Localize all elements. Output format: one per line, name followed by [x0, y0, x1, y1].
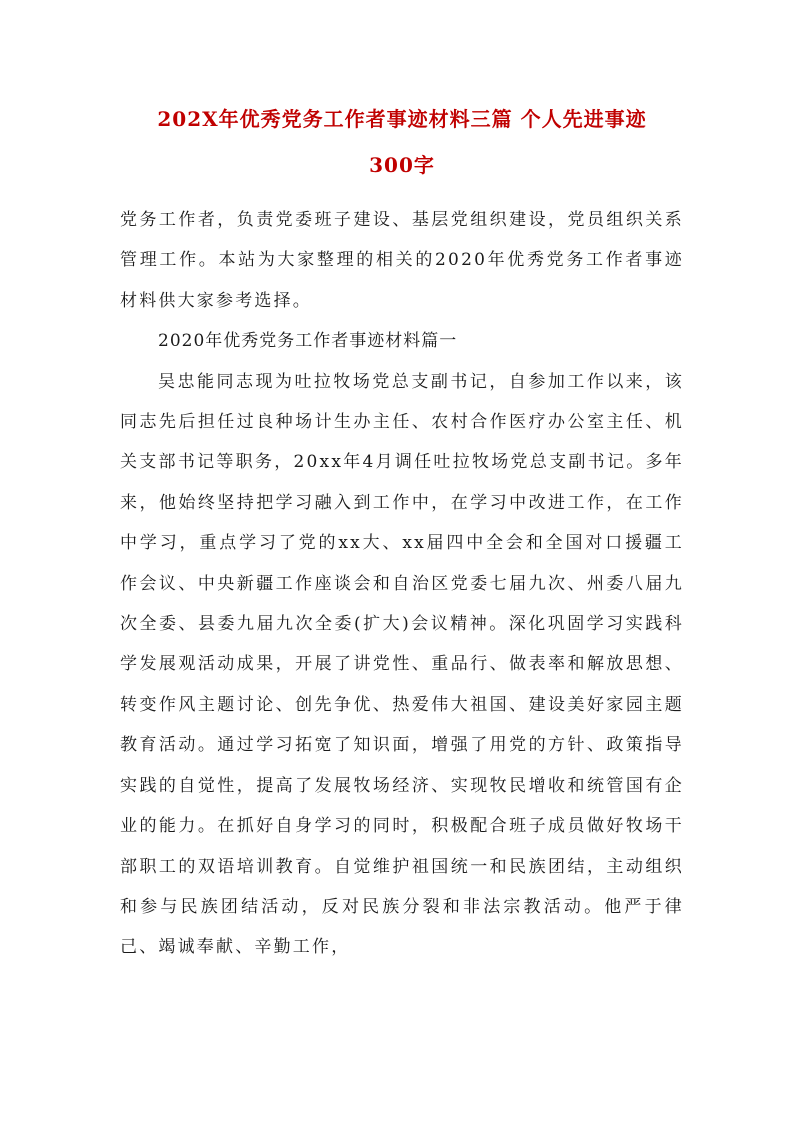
title-line-1: 202X年优秀党务工作者事迹材料三篇 个人先进事迹 — [157, 107, 647, 131]
intro-paragraph: 党务工作者，负责党委班子建设、基层党组织建设，党员组织关系管理工作。本站为大家整理的相关的2020年优秀党务工作者事迹材料供大家参考选择。 — [120, 210, 684, 311]
title-line-2: 300字 — [369, 153, 435, 177]
body-paragraph: 吴忠能同志现为吐拉牧场党总支副书记，自参加工作以来，该同志先后担任过良种场计生办主任、农村合作医疗办公室主任、机关支部书记等职务，20xx年4月调任吐拉牧场党总支副书记。多年来，他始终坚持把学习融入到工作中，在学习中改进工作，在工作中学习，重点学习了党的xx大、xx届四中全会和全国对口援疆工作会议、中央新疆工作座谈会和自治区党委七届九次、州委八届九次全委、县委九届九次全委(扩大)会议精神。深化巩固学习实践科学发展观活动成果，开展了讲党性、重品行、做表率和解放思想、转变作风主题讨论、创先争优、热爱伟大祖国、建设美好家园主题教育活动。通过学习拓宽了知识面，增强了用党的方针、政策指导实践的自觉性，提高了发展牧场经济、实现牧民增收和统管国有企业的能力。在抓好自身学习的同时，积极配合班子成员做好牧场干部职工的双语培训教育。自觉维护祖国统一和民族团结，主动组织和参与民族团结活动，反对民族分裂和非法宗教活动。他严于律己、竭诚奉献、辛勤工作， — [120, 371, 684, 958]
section-heading: 2020年优秀党务工作者事迹材料篇一 — [158, 331, 458, 352]
document-title — [120, 96, 684, 188]
document-page — [120, 96, 684, 968]
